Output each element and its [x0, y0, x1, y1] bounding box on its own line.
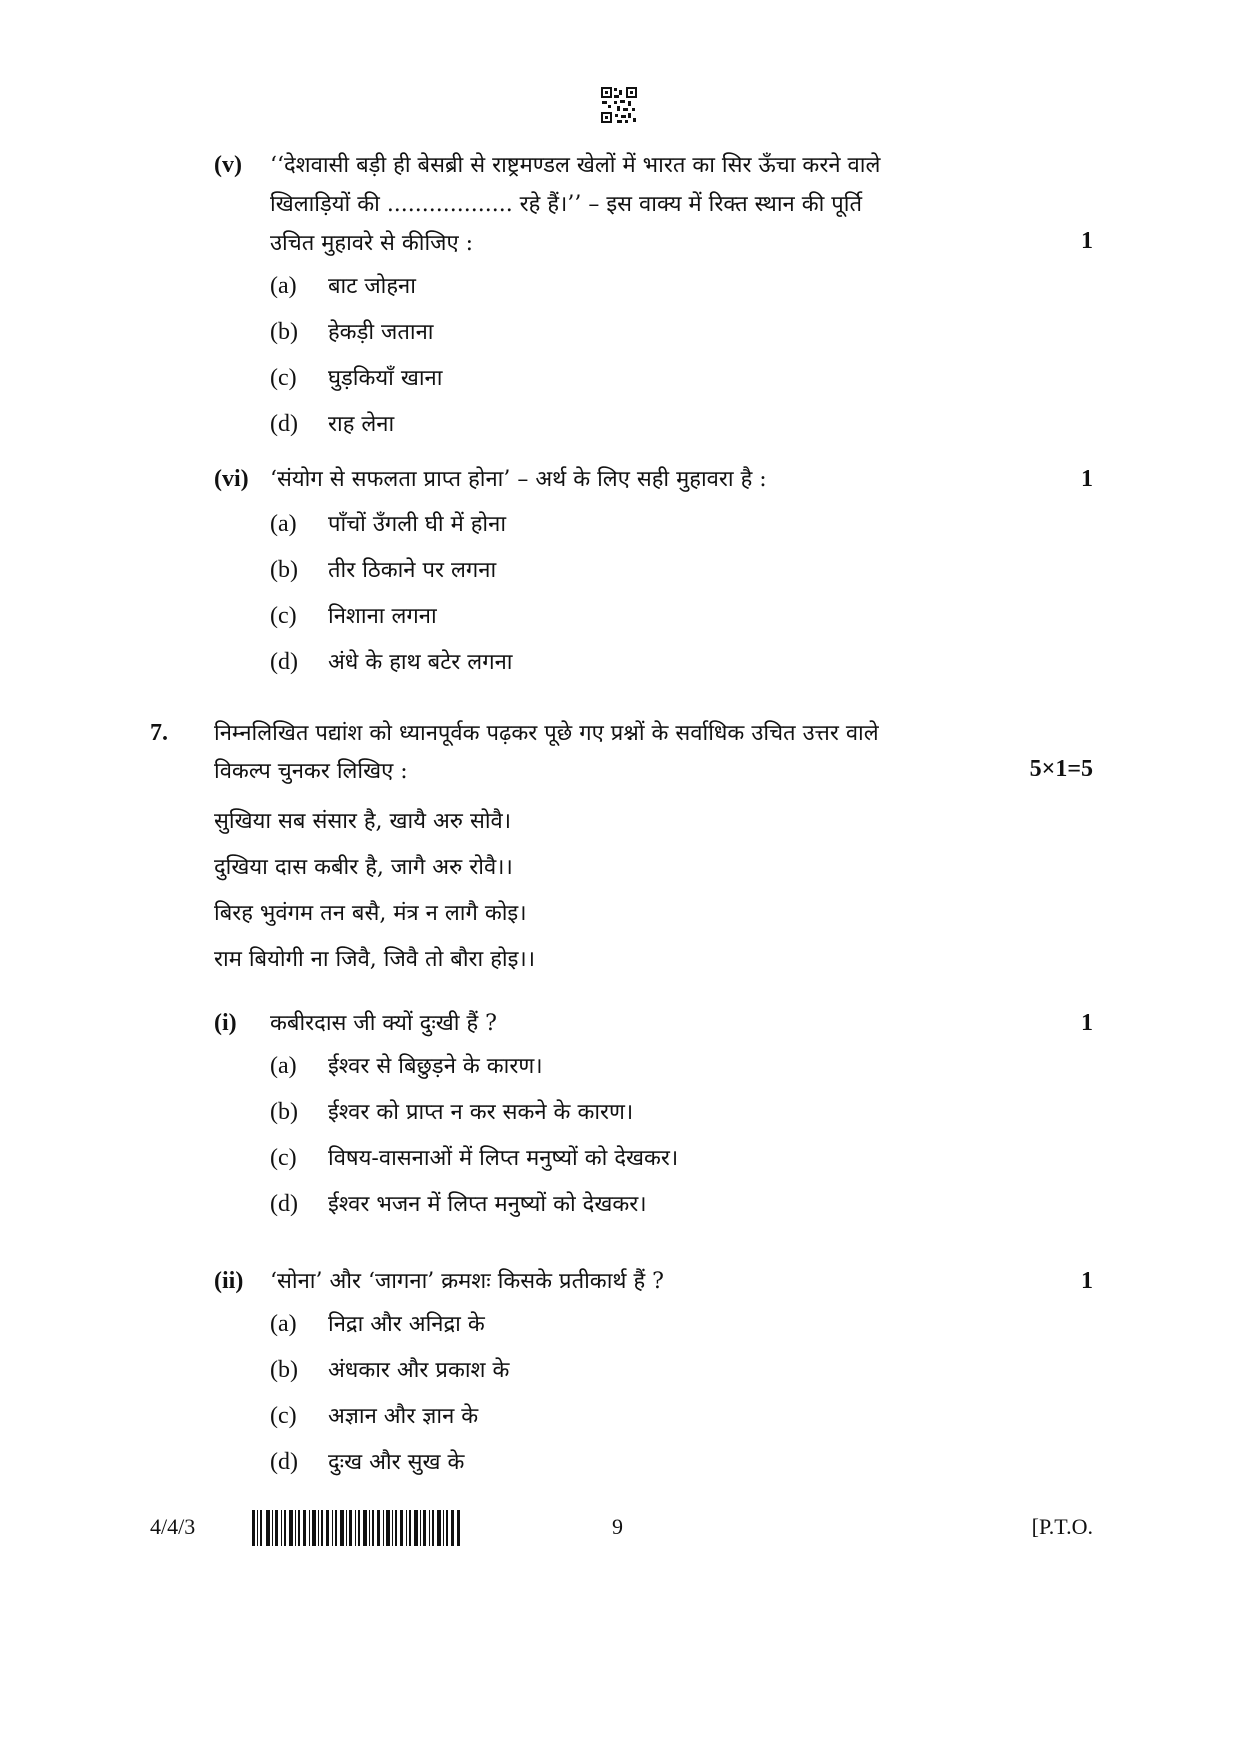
option-label: (d) — [270, 1449, 298, 1475]
marks: 1 — [1081, 1268, 1093, 1294]
question-number: (v) — [214, 152, 242, 178]
option-text: निद्रा और अनिद्रा के — [328, 1312, 485, 1337]
option-c — [270, 600, 437, 630]
option-a — [270, 270, 416, 300]
option-label: (a) — [270, 511, 297, 537]
poem-line: राम बियोगी ना जिवै, जिवै तो बौरा होइ।। — [214, 947, 536, 972]
option-b — [270, 1096, 633, 1126]
marks: 5×1=5 — [1029, 756, 1093, 782]
option-label: (c) — [270, 1403, 297, 1429]
option-c — [270, 1400, 478, 1430]
option-b — [270, 1354, 509, 1384]
option-c — [270, 1142, 678, 1172]
marks: 1 — [1081, 228, 1093, 254]
page-number: 9 — [612, 1514, 623, 1539]
option-c — [270, 362, 442, 392]
option-label: (b) — [270, 1357, 298, 1383]
question-number: (ii) — [214, 1268, 244, 1294]
option-text: ईश्वर भजन में लिप्त मनुष्यों को देखकर। — [328, 1192, 647, 1217]
option-label: (b) — [270, 557, 298, 583]
paper-code: 4/4/3 — [150, 1514, 196, 1539]
option-d — [270, 646, 513, 676]
question-number: (i) — [214, 1010, 237, 1036]
question-number: 7. — [150, 720, 168, 746]
option-label: (a) — [270, 1311, 297, 1337]
option-b — [270, 554, 496, 584]
poem-line: सुखिया सब संसार है, खायै अरु सोवै। — [214, 809, 512, 834]
option-text: विषय-वासनाओं में लिप्त मनुष्यों को देखकर। — [328, 1146, 679, 1171]
option-a — [270, 1308, 485, 1338]
question-text: ‘संयोग से सफलता प्राप्त होना’ – अर्थ के लिए सही मुहावरा है : — [270, 467, 767, 492]
option-text: ईश्वर को प्राप्त न कर सकने के कारण। — [328, 1100, 634, 1125]
option-label: (c) — [270, 603, 297, 629]
qr-code — [600, 86, 638, 124]
marks: 1 — [1081, 1010, 1093, 1036]
option-text: निशाना लगना — [328, 604, 437, 629]
barcode — [252, 1510, 460, 1546]
question-text: उचित मुहावरे से कीजिए : — [270, 231, 474, 256]
option-text: घुड़कियाँ खाना — [328, 366, 443, 391]
option-label: (b) — [270, 319, 298, 345]
question-text: विकल्प चुनकर लिखिए : — [214, 759, 408, 784]
option-label: (a) — [270, 1053, 297, 1079]
option-text: दुःख और सुख के — [328, 1450, 465, 1475]
option-label: (d) — [270, 411, 298, 437]
option-d — [270, 408, 394, 438]
poem-line: बिरह भुवंगम तन बसै, मंत्र न लागै कोइ। — [214, 901, 527, 926]
question-text: कबीरदास जी क्यों दुःखी हैं ? — [270, 1011, 497, 1036]
question-text: ‘सोना’ और ‘जागना’ क्रमशः किसके प्रतीकार्थ हैं ? — [270, 1269, 664, 1294]
question-text: खिलाड़ियों की .................. रहे हैं।’’ – इस वाक्य में रिक्त स्थान की पूर्ति — [270, 192, 863, 217]
option-label: (c) — [270, 1145, 297, 1171]
option-text: पाँचों उँगली घी में होना — [328, 512, 507, 537]
option-a — [270, 1050, 543, 1080]
option-d — [270, 1446, 464, 1476]
option-text: अंधकार और प्रकाश के — [328, 1358, 510, 1383]
option-label: (a) — [270, 273, 297, 299]
option-text: तीर ठिकाने पर लगना — [328, 558, 497, 583]
option-label: (d) — [270, 1191, 298, 1217]
option-label: (b) — [270, 1099, 298, 1125]
option-label: (c) — [270, 365, 297, 391]
option-d — [270, 1188, 647, 1218]
option-text: बाट जोहना — [328, 274, 416, 299]
option-text: हेकड़ी जताना — [328, 320, 434, 345]
question-text: ‘‘देशवासी बड़ी ही बेसब्री से राष्ट्रमण्डल खेलों में भारत का सिर ऊँचा करने वाले — [270, 153, 881, 178]
marks: 1 — [1081, 466, 1093, 492]
question-text: निम्नलिखित पद्यांश को ध्यानपूर्वक पढ़कर पूछे गए प्रश्नों के सर्वाधिक उचित उत्तर वाले — [214, 721, 879, 746]
option-text: ईश्वर से बिछुड़ने के कारण। — [328, 1054, 543, 1079]
poem-line: दुखिया दास कबीर है, जागै अरु रोवै।। — [214, 855, 513, 880]
option-a — [270, 508, 506, 538]
option-text: अज्ञान और ज्ञान के — [328, 1404, 479, 1429]
option-text: अंधे के हाथ बटेर लगना — [328, 650, 513, 675]
option-b — [270, 316, 434, 346]
option-text: राह लेना — [328, 412, 395, 437]
pto-label: [P.T.O. — [1031, 1514, 1093, 1539]
question-number: (vi) — [214, 466, 249, 492]
option-label: (d) — [270, 649, 298, 675]
